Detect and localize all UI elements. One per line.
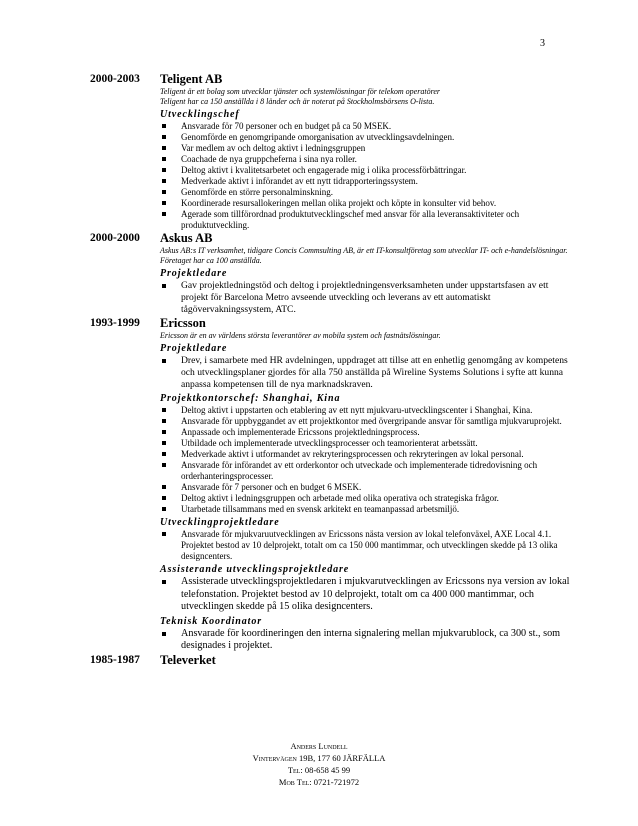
bullet-item: Medverkade aktivt i införandet av ett nytt tidrapporteringssystem.: [160, 176, 570, 187]
entry-body: [160, 653, 570, 668]
role-title: Projektledare: [160, 343, 228, 354]
bullet-item: Genomförde en större personalminskning.: [160, 187, 570, 198]
page-number: 3: [540, 38, 545, 49]
cv-entry: [90, 316, 570, 653]
entry-period: 1993-1999: [90, 317, 140, 329]
bullet-item: Var medlem av och deltog aktivt i ledningsgruppen: [160, 143, 570, 154]
role-title: Assisterande utvecklingsprojektledare: [160, 564, 350, 575]
company-description: Ericsson är en av världens största leverantörer av mobila system och fastnätslösningar.: [160, 331, 441, 340]
company-name: Teligent AB: [160, 72, 223, 86]
role-bullet-list: [160, 121, 570, 231]
role-title: Projektledare: [160, 268, 228, 279]
bullet-item: Deltog aktivt i uppstarten och etablering av ett nytt mjukvaru-utvecklingscenter i Shanghai, Kina.: [160, 405, 570, 416]
bullet-item: Ansvarade för införandet av ett orderkontor och utveckade och implementerade tidredovisning och orderhanteringsprocesser.: [160, 460, 570, 482]
role-bullet-list: [160, 628, 570, 653]
role-bullet-list: [160, 576, 570, 614]
role-bullet-list: [160, 405, 570, 515]
bullet-item: Utarbetade tillsammans med en svensk arkitekt en teamanpassad arbetsmiljö.: [160, 504, 570, 515]
bullet-item: Deltog aktivt i kvalitetsarbetet och engagerade mig i olika processförbättringar.: [160, 165, 570, 176]
bullet-item: Utbildade och implementerade utvecklingsprocesser och teamorienterat arbetssätt.: [160, 438, 570, 449]
bullet-item: Ansvarade för 7 personer och en budget 6 MSEK.: [160, 482, 570, 493]
bullet-item: Deltog aktivt i ledningsgruppen och arbetade med olika operativa och strategiska frågor.: [160, 493, 570, 504]
role-bullet-list: [160, 529, 570, 562]
footer-phone: Tel: 08-658 45 99: [287, 765, 351, 775]
bullet-item: Ansvarade för 70 personer och en budget på ca 50 MSEK.: [160, 121, 570, 132]
role-title: Projektkontorschef: Shanghai, Kina: [160, 393, 341, 404]
company-name: Televerket: [160, 652, 216, 667]
role-bullet-list: [160, 280, 570, 316]
bullet-item: Ansvarade för koordineringen den interna signalering mellan mjukvarublock, ca 300 st., som designades i projektet.: [160, 628, 570, 653]
footer-mobile: Mob Tel: 0721-721972: [278, 777, 360, 787]
bullet-item: Ansvarade för mjukvaruutvecklingen av Ericssons nästa version av lokal telefonväxel, AXE Local 4.1. Projektet bestod av 10 delprojekt, totalt om ca 150 000 mantimmar, och utvecklingen skedde på 13 olika designcenters.: [160, 529, 570, 562]
bullet-item: Assisterade utvecklingsprojektledaren i mjukvarutvecklingen av Ericssons nya version av lokal telefonstation. Projektet bestod av 10 delprojekt, totalt om ca 400 000 mantimmar, och utvecklingen skedde på 15 olika designcenters.: [160, 576, 570, 614]
role-bullet-list: [160, 355, 570, 391]
bullet-item: Gav projektledningstöd och deltog i projektledningensverksamheten under uppstartsfasen av ett projekt för Barcelona Metro avseende utveckling och leverans av ett automatiskt tågövervakningssystem, ATC.: [160, 280, 570, 316]
company-name: Askus AB: [160, 231, 213, 245]
company-description: Teligent har ca 150 anställda i 8 länder och är noterat på Stockholmsbörsens O-lista.: [160, 97, 435, 106]
bullet-item: Coachade de nya gruppcheferna i sina nya roller.: [160, 154, 570, 165]
company-description: Askus AB:s IT verksamhet, tidigare Concis Commsulting AB, är ett IT-konsultföretag som utvecklar IT- och e-handelslösningar. Företaget har ca 100 anställda.: [160, 246, 568, 265]
entry-period: 1985-1987: [90, 653, 140, 666]
bullet-item: Anpassade och implementerade Ericssons projektledningsprocess.: [160, 427, 570, 438]
role-title: Teknisk Koordinator: [160, 615, 263, 627]
entry-body: [160, 72, 570, 231]
bullet-item: Medverkade aktivt i utformandet av rekryteringsprocessen och rekryteringen av lokal personal.: [160, 449, 570, 460]
company-name: Ericsson: [160, 316, 206, 330]
bullet-item: Ansvarade för uppbyggandet av ett projektkontor med övergripande ansvar för samtliga mjukvaruprojekt.: [160, 416, 570, 427]
company-description: Teligent är ett bolag som utvecklar tjänster och systemlösningar för telekom operatörer: [160, 87, 441, 96]
role-title: Utvecklingschef: [160, 109, 240, 120]
bullet-item: Drev, i samarbete med HR avdelningen, uppdraget att tillse att en enhetlig genomgång av kompetens och utvecklingsplaner gjordes för alla 750 anställda på Wireline Systems Solutions i syfte att kunna anpassa kompetensen till de nya marknadskraven.: [160, 355, 570, 391]
footer-address: Vintervägen 19B, 177 60 JÄRFÄLLA: [252, 753, 386, 763]
bullet-item: Koordinerade resursallokeringen mellan olika projekt och köpte in konsulter vid behov.: [160, 198, 570, 209]
entry-period: 2000-2000: [90, 232, 140, 244]
cv-entry: [90, 72, 570, 231]
cv-entry: [90, 653, 570, 668]
entry-period: 2000-2003: [90, 73, 140, 85]
role-title: Utvecklingprojektledare: [160, 517, 280, 528]
bullet-item: Genomförde en genomgripande omorganisation av utvecklingsavdelningen.: [160, 132, 570, 143]
cv-content: [90, 72, 570, 668]
footer: [0, 740, 638, 788]
bullet-item: Agerade som tillförordnad produktutvecklingschef med ansvar för alla leveransaktiviteter och produktutveckling.: [160, 209, 570, 231]
entry-body: [160, 316, 570, 653]
cv-entry: [90, 231, 570, 316]
footer-name: Anders Lundell: [290, 741, 348, 751]
entry-body: [160, 231, 570, 316]
